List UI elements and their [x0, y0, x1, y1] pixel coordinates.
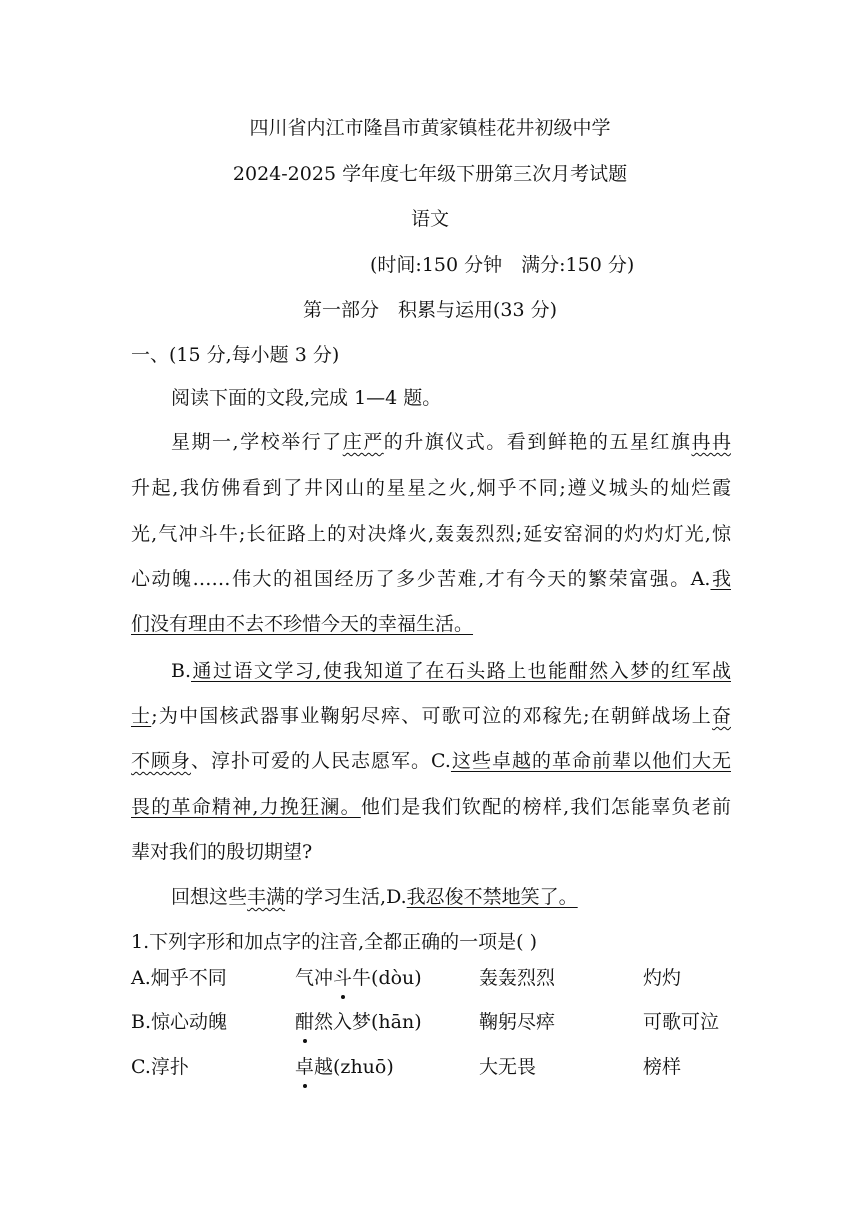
- text-span: 牛(dòu): [352, 967, 422, 989]
- text-span: 然入梦(hān): [314, 1011, 422, 1033]
- wavy-word-zhuangyan: 庄严: [342, 431, 384, 453]
- underlined-sentence-c: 这些卓越的革命前辈以他们大无: [450, 750, 731, 772]
- option-a-item3: 轰轰烈烈: [479, 967, 556, 989]
- text-span: 星期一,学校举行了: [171, 431, 343, 453]
- passage-p2-line4: [131, 795, 731, 819]
- passage-p1-line2: 升起,我仿佛看到了井冈山的星星之火,炯乎不同;遵义城头的灿烂霞: [131, 477, 731, 499]
- passage-p1-line5: [131, 612, 731, 636]
- underlined-sentence-b-end: 士: [131, 705, 152, 727]
- option-a-item4: 灼灼: [643, 967, 682, 989]
- time-info: (时间:150 分钟 满分:150 分): [370, 254, 635, 276]
- exam-title: 2024-2025 学年度七年级下册第三次月考试题: [232, 163, 628, 185]
- reading-instruction: 阅读下面的文段,完成 1—4 题。: [171, 387, 442, 409]
- underlined-sentence-b: 通过语文学习,使我知道了在石头路上也能酣然入梦的红军战: [191, 660, 731, 682]
- passage-p2-line5: 辈对我们的殷切期望?: [131, 841, 313, 863]
- section-title: 一、(15 分,每小题 3 分): [131, 344, 340, 366]
- option-a-item2: [295, 966, 422, 990]
- option-c-item3: 大无畏: [479, 1056, 537, 1078]
- text-span: 的学习生活,D.: [285, 886, 407, 908]
- text-span: 回想这些: [171, 886, 248, 908]
- part-title: 第一部分 积累与运用(33 分): [302, 299, 558, 321]
- option-c-item4: 榜样: [643, 1056, 682, 1078]
- passage-p3: [171, 885, 578, 909]
- wavy-word-bugushen: 不顾身: [131, 750, 192, 772]
- option-c-item2: [295, 1055, 394, 1079]
- wavy-word-fengman: 丰满: [247, 886, 286, 908]
- passage-p2-line3: [131, 749, 731, 773]
- text-span: B.: [171, 660, 192, 682]
- passage-p2-line2: [131, 704, 731, 728]
- option-b-item3: 鞠躬尽瘁: [479, 1011, 556, 1033]
- passage-p1-line1: [171, 430, 731, 454]
- underlined-sentence-c-end: 畏的革命精神,力挽狂澜。: [131, 796, 361, 818]
- underlined-sentence-a: 我: [710, 568, 731, 590]
- text-span: 气冲: [295, 967, 334, 989]
- passage-p1-line3: 光,气冲斗牛;长征路上的对决烽火,轰轰烈烈;延安窑洞的灼灼灯光,惊: [131, 523, 731, 545]
- option-b-label: B.惊心动魄: [131, 1011, 228, 1033]
- dotted-char: 斗: [333, 967, 353, 989]
- option-b-item2: [295, 1010, 422, 1034]
- wavy-word-fen: 奋: [711, 705, 731, 727]
- option-b-item4: 可歌可泣: [643, 1011, 720, 1033]
- dotted-char: 酣: [295, 1011, 315, 1033]
- question-1-stem: 1.下列字形和加点字的注音,全都正确的一项是( ): [131, 931, 538, 953]
- option-c-label: C.淳扑: [131, 1056, 189, 1078]
- underlined-sentence-d: 我忍俊不禁地笑了。: [406, 886, 578, 908]
- text-span: 的升旗仪式。看到鲜艳的五星红旗: [383, 431, 692, 453]
- text-span: 他们是我们钦配的榜样,我们怎能辜负老前: [360, 796, 731, 818]
- text-span: ;为中国核武器事业鞠躬尽瘁、可歌可泣的邓稼先;在朝鲜战场上: [151, 705, 712, 727]
- passage-p2-line1: [171, 659, 731, 683]
- wavy-word-ranran: 冉冉: [691, 431, 731, 453]
- text-span: 心动魄……伟大的祖国经历了多少苦难,才有今天的繁荣富强。A.: [131, 568, 711, 590]
- school-name: 四川省内江市隆昌市黄家镇桂花井初级中学: [249, 117, 611, 139]
- underlined-sentence-a-end: 们没有理由不去不珍惜今天的幸福生活。: [131, 613, 474, 635]
- option-a-label: A.炯乎不同: [131, 967, 227, 989]
- subject-title: 语文: [410, 208, 449, 230]
- text-span: 越(zhuō): [314, 1056, 394, 1078]
- dotted-char: 卓: [295, 1056, 315, 1078]
- passage-p1-line4: [131, 567, 731, 591]
- text-span: 、淳扑可爱的人民志愿军。C.: [191, 750, 451, 772]
